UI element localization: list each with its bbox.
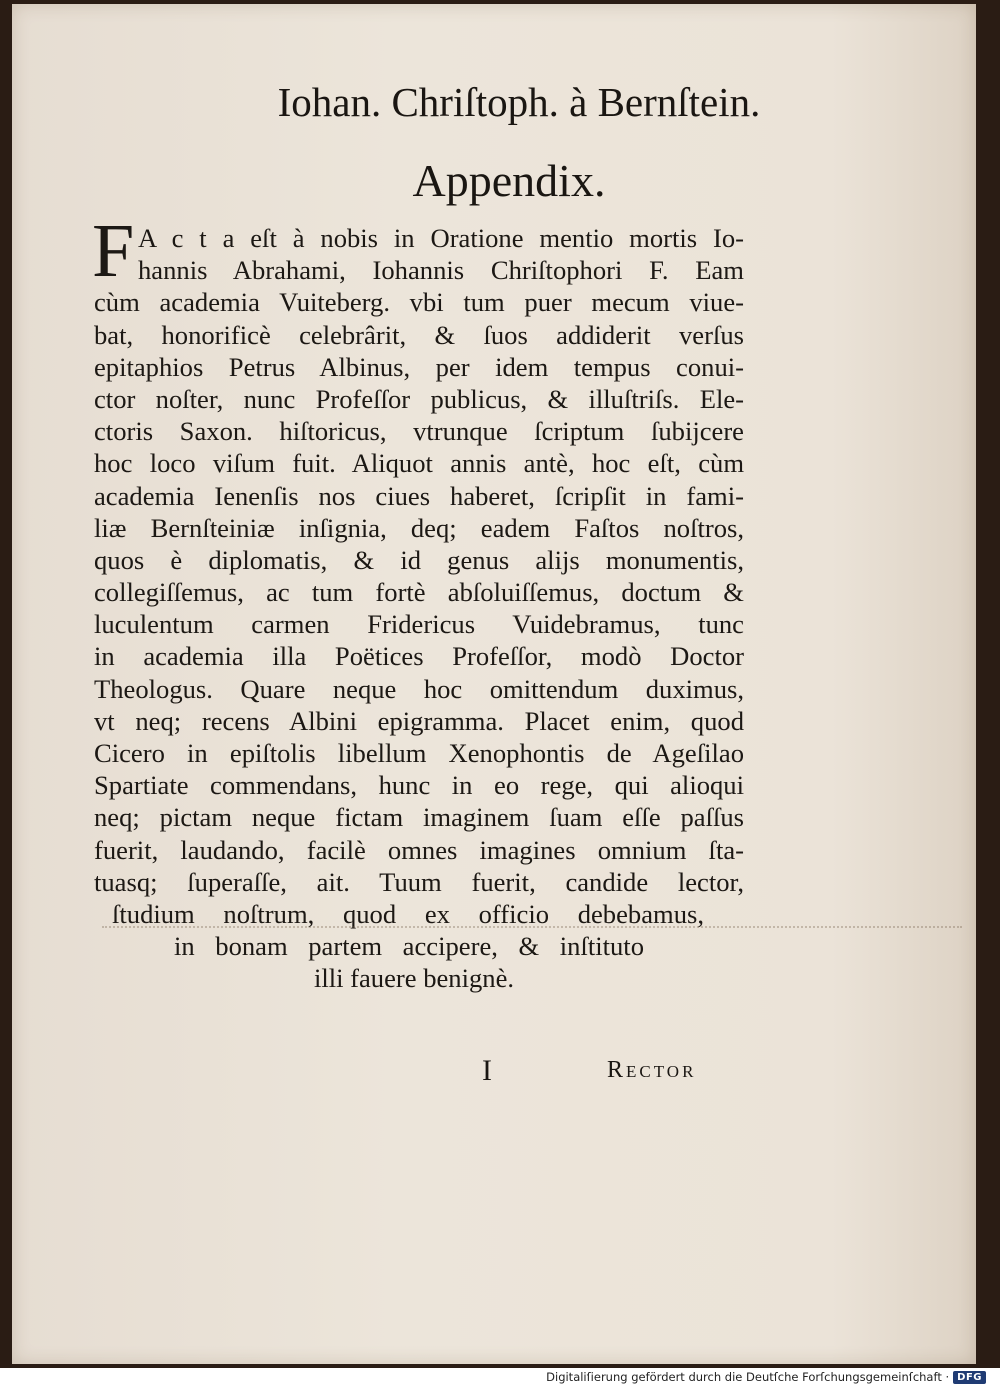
text-line: Theologus. Quare neque hoc omittendum duximus, <box>94 673 744 704</box>
text-line: fuerit, laudando, facilè omnes imagines omnium ſta- <box>94 834 744 865</box>
text-line: A c t a eſt à nobis in Oratione mentio mortis Io- <box>138 223 744 253</box>
text-line: academia Ienenſis nos ciues haberet, ſcripſit in fami- <box>94 480 744 511</box>
text-line: Cicero in epiſtolis libellum Xenophontis de Ageſilao <box>94 738 744 768</box>
catchword: Rector <box>607 1057 697 1083</box>
text-line: luculentum carmen Fridericus Vuidebramus, tunc <box>94 609 744 640</box>
text-line: in bonam partem accipere, & inſtituto <box>174 931 644 962</box>
text-line: neq; pictam neque fictam imaginem ſuam eſſe paſſus <box>94 802 744 833</box>
text-line: hannis Abrahami, Iohannis Chriſtophori F. Eam <box>138 255 744 286</box>
body-text <box>92 209 744 995</box>
text-line: ctor noſter, nunc Profeſſor publicus, & illuſtriſs. Ele- <box>94 383 744 414</box>
running-head: Iohan. Chriſtoph. à Bernſtein. <box>277 79 761 125</box>
text-line: hoc loco viſum fuit. Aliquot annis antè, hoc eſt, cùm <box>94 448 744 479</box>
text-line: bat, honorificè celebrârit, & ſuos addiderit verſus <box>94 319 744 350</box>
text-line: tuasq; ſuperaſſe, ait. Tuum fuerit, candide lector, <box>94 866 744 897</box>
text-line: epitaphios Petrus Albinus, per idem tempus conui- <box>94 351 744 382</box>
show-through-dots <box>102 926 962 932</box>
dfg-logo-icon: DFG <box>953 1371 986 1384</box>
drop-cap: F <box>92 209 135 293</box>
text-line: in academia illa Poëtices Profeſſor, modò Doctor <box>94 641 744 672</box>
text-line: Spartiate commendans, hunc in eo rege, qui alioqui <box>94 770 744 801</box>
book-page <box>12 4 976 1364</box>
text-line: illi fauere benignè. <box>313 963 515 994</box>
text-line: vt neq; recens Albini epigramma. Placet enim, quod <box>94 705 744 736</box>
digitization-footer <box>546 1367 986 1387</box>
section-title: Appendix. <box>412 155 606 206</box>
signature-mark: I <box>482 1054 492 1087</box>
text-line: ctoris Saxon. hiſtoricus, vtrunque ſcriptum ſubijcere <box>94 416 744 447</box>
text-line: collegiſſemus, ac tum fortè abſoluiſſemus, doctum & <box>94 577 744 608</box>
footer-text: Digitaliſierung gefördert durch die Deutſche Forſchungsgemeinſchaft · <box>546 1370 950 1384</box>
text-line: quos è diplomatis, & id genus alijs monumentis, <box>94 544 744 575</box>
text-line: ſtudium noſtrum, quod ex officio debebamus, <box>112 898 704 929</box>
text-line: cùm academia Vuiteberg. vbi tum puer mecum viue- <box>94 287 744 318</box>
text-line: liæ Bernſteiniæ inſignia, deq; eadem Faſtos noſtros, <box>94 512 744 543</box>
